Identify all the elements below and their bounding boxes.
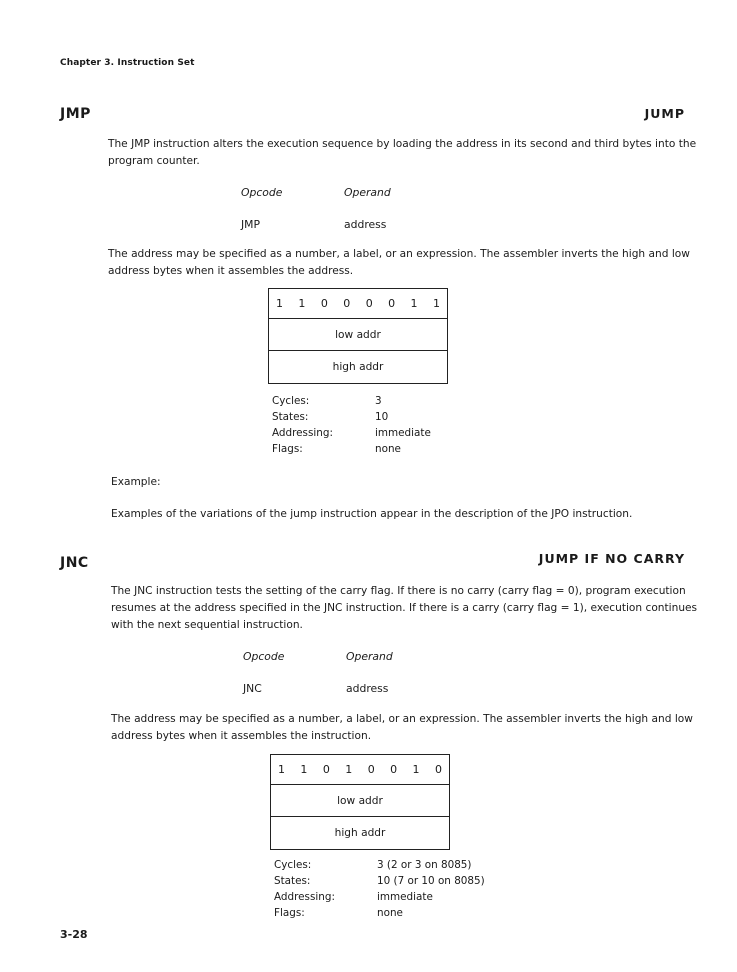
cycles-value: 3 <box>375 395 382 407</box>
jmp-address-note-line-1: The address may be specified as a number, a label, or an expression. The assembler inverts the high and low <box>108 248 690 260</box>
bit: 1 <box>345 763 353 776</box>
jmp-encoding-diagram <box>268 288 448 384</box>
jnc-address-note <box>111 711 701 745</box>
bit: 1 <box>300 763 308 776</box>
jmp-opcode-bits <box>269 289 447 319</box>
bit: 1 <box>410 297 418 310</box>
jnc-description-line-1: The JNC instruction tests the setting of the carry flag. If there is no carry (carry flag = 0), program execution <box>111 585 686 597</box>
bit: 1 <box>278 763 285 776</box>
addressing-label: Addressing: <box>272 427 333 439</box>
cycles-label: Cycles: <box>274 859 312 871</box>
bit: 0 <box>367 763 375 776</box>
bit: 1 <box>432 297 440 310</box>
jmp-title: JUMP <box>644 106 685 121</box>
states-value: 10 (7 or 10 on 8085) <box>377 875 485 887</box>
addressing-value: immediate <box>375 427 431 439</box>
jnc-address-note-line-1: The address may be specified as a number, a label, or an expression. The assembler inverts the high and low <box>111 713 693 725</box>
jnc-timing-table <box>274 857 485 921</box>
jmp-low-addr-byte: low addr <box>269 319 447 351</box>
jmp-description-line-2: program counter. <box>108 155 200 167</box>
bit: 0 <box>320 297 328 310</box>
jmp-mnemonic: JMP <box>60 106 91 122</box>
page-number: 3-28 <box>60 928 88 941</box>
jmp-description-line-1: The JMP instruction alters the execution sequence by loading the address in its second and third bytes into the <box>108 138 697 150</box>
jnc-encoding-diagram <box>270 754 450 850</box>
bit: 1 <box>298 297 306 310</box>
bit: 0 <box>322 763 330 776</box>
jnc-title: JUMP IF NO CARRY <box>538 551 685 566</box>
addressing-value: immediate <box>377 891 433 903</box>
bit: 0 <box>343 297 351 310</box>
jnc-description <box>111 583 706 634</box>
jnc-operand-header: Operand <box>346 650 393 663</box>
jnc-address-note-line-2: address bytes when it assembles the instruction. <box>111 730 372 742</box>
jnc-mnemonic: JNC <box>60 555 89 571</box>
jmp-high-addr-byte: high addr <box>332 361 384 373</box>
jnc-opcode-header: Opcode <box>243 650 285 663</box>
flags-value: none <box>375 443 401 455</box>
flags-label: Flags: <box>274 907 305 919</box>
bit: 0 <box>388 297 396 310</box>
jnc-high-addr-byte: high addr <box>334 827 386 839</box>
jmp-operand-header: Operand <box>344 186 391 199</box>
jnc-description-line-2: resumes at the address specified in the JNC instruction. If there is a carry (carry flag = 1), execution continues <box>111 602 698 614</box>
bit: 1 <box>276 297 283 310</box>
jmp-address-note-line-2: address bytes when it assembles the address. <box>108 265 354 277</box>
jmp-example-text: Examples of the variations of the jump instruction appear in the description of the JPO instruction. <box>111 508 633 520</box>
jmp-opcode-header: Opcode <box>241 186 283 199</box>
jnc-opcode: JNC <box>243 682 262 695</box>
states-value: 10 <box>375 411 389 423</box>
flags-label: Flags: <box>272 443 303 455</box>
states-label: States: <box>274 875 311 887</box>
jnc-description-line-3: with the next sequential instruction. <box>111 619 303 631</box>
jnc-opcode-bits <box>271 755 449 785</box>
jmp-address-note <box>108 246 698 280</box>
addressing-label: Addressing: <box>274 891 335 903</box>
bit: 0 <box>434 763 442 776</box>
flags-value: none <box>377 907 403 919</box>
chapter-heading: Chapter 3. Instruction Set <box>60 58 195 68</box>
bit: 0 <box>365 297 373 310</box>
jmp-timing-table <box>272 393 431 457</box>
jnc-low-addr-byte: low addr <box>271 785 449 817</box>
states-label: States: <box>272 411 309 423</box>
jmp-description <box>108 136 698 170</box>
jnc-operand: address <box>346 682 389 695</box>
jmp-example-label: Example: <box>111 476 161 488</box>
cycles-value: 3 (2 or 3 on 8085) <box>377 859 472 871</box>
bit: 0 <box>390 763 398 776</box>
bit: 1 <box>412 763 420 776</box>
jmp-operand: address <box>344 218 387 231</box>
cycles-label: Cycles: <box>272 395 310 407</box>
jmp-opcode: JMP <box>241 218 261 231</box>
